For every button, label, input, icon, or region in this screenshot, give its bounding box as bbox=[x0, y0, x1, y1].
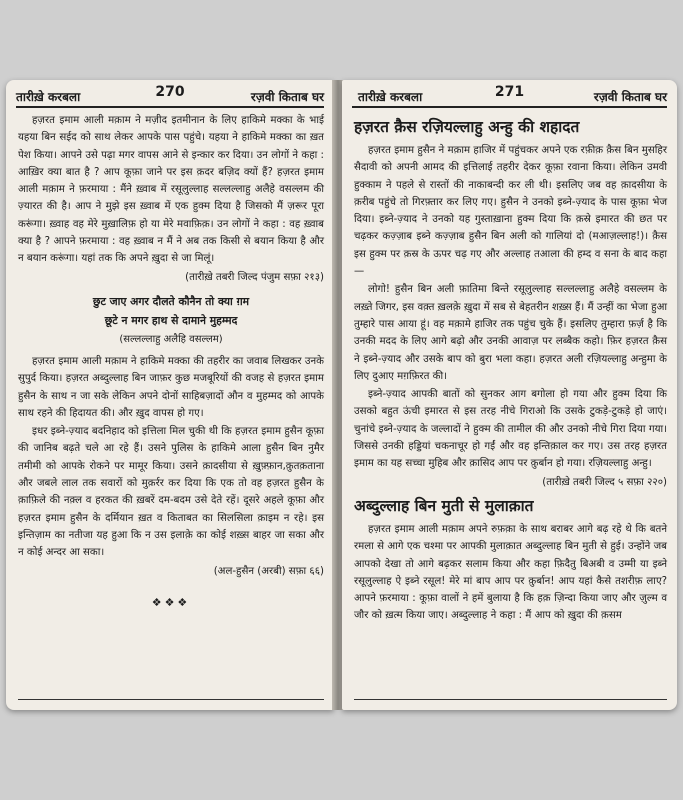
left-page bbox=[6, 80, 334, 710]
book-title: तारीख़े करबला bbox=[16, 90, 81, 104]
paragraph: हज़रत इमाम आली मक़ाम ने हाकिमे मक्का की तहरीर का जवाब लिखकर उनके सुपुर्द किया। हज़रत अब्दुल्लाह बिन जाफ़र कुछ मजबूरियों की वजह से हज़रत इमाम हुसैन के साथ न जा सके लेकिन अपने दोनों साहिबज़ादों औन व मुहम्मद को आपके साथ रहने की हिदायत की। और ख़ुद वापस हो गए। bbox=[18, 355, 324, 419]
page-body bbox=[354, 112, 667, 626]
paragraph: इधर इब्ने-ज़्याद बदनिहाद को इत्तिला मिल चुकी थी कि हज़रत इमाम हुसैन कूफ़ा की जानिब बढ़ते चले आ रहे हैं। उसने पुलिस के हाकिमे आला हुसैन बिन नुमैर तमीमी को आपके रोकने पर मामूर किया। उसने क़ादसीया से ख़ुफ़्फ़ान,क़ुतक़ताना और जबले लाल तक सवारों को मुक़र्रर कर दिया कि एक तो वह हज़रत हुसैन के क़ाफ़िले की नक़्ल व हरकत की ख़बरें दम-बदम उसे देते रहें। दूसरे अहले कूफ़ा और हज़रत इमाम हुसैन के दर्मियान ख़त व किताबत का सिलसिला क़ाइम न रहे। इस इन्तिज़ाम का नतीजा यह हुआ कि न उस इलाक़े का कोई शख़्स बाहर जा सका और न कोई अन्दर आ सका। bbox=[18, 426, 324, 559]
reference: (तारीख़े तबरी जिल्द पंजुम सफ़ा २१३) bbox=[185, 271, 324, 283]
page-header bbox=[16, 84, 324, 108]
right-page bbox=[342, 80, 677, 710]
section-heading: अब्दुल्लाह बिन मुती से मुलाक़ात bbox=[354, 496, 534, 515]
paragraph: इब्ने-ज़्याद आपकी बातों को सुनकर आग बगोला हो गया और हुक्म दिया कि उसको बहुत ऊंची इमारत से इस तरह नीचे गिराओ कि उसके टुकड़े-टुकड़े हो जाएं। चुनांचे इब्ने-ज़्याद के जल्लादों ने हुक्म की तामील की और उनको नीचे गिरा दिया गया। जिससे उनकी हड्डियां चकनाचूर हो गईं और वह इन्तिक़ाल कर गए। उस तरह हज़रत इमाम का यह सच्चा मुहिब और क़ासिद आप पर क़ुर्बान हो गया। रज़ियल्लाहु अन्हु। bbox=[354, 389, 667, 470]
verse-line: छुट जाए अगर दौलते कौनैन तो क्या ग़म bbox=[92, 294, 250, 308]
book-spread bbox=[6, 80, 677, 720]
page-number: 271 bbox=[494, 84, 525, 100]
reference: (तारीख़े तबरी जिल्द ५ सफ़ा २२०) bbox=[542, 476, 667, 488]
paragraph: हज़रत इमाम आली मक़ाम अपने रुफ़क़ा के साथ बराबर आगे बढ़ रहे थे कि बतने रमला से आगे एक चश्मा पर आपकी मुलाक़ात अब्दुल्लाह बिन मुती से हुई। उन्होंने जब आपको देखा तो आगे बढ़कर सलाम किया और कहा फ़िदैतु बिअबी व उम्मी या इब्ने रसूलुल्लाह ऐ इब्ने रसूल! मेरे मां बाप आप पर क़ुर्बान! आप यहां कैसे तशरीफ़ लाए? आपने फ़रमाया : कूफ़ा वालों ने हमें बुलाया है कि हक़ ज़िन्दा किया जाए और ज़ुल्म व जौर को ख़त्म किया जाए। अब्दुल्लाह ने कहा : मैं आप को ख़ुदा की क़सम bbox=[354, 523, 667, 622]
footer-rule bbox=[354, 699, 667, 700]
verse-credit: (सल्लल्लाहु अलैहि वसल्लम) bbox=[119, 333, 223, 345]
page-header bbox=[352, 84, 667, 108]
section-heading: हज़रत क़ैस रज़ियल्लाहु अन्हु की शहादत bbox=[354, 118, 580, 136]
verse-line: छूटे न मगर हाथ से दामाने मुहम्मद bbox=[104, 313, 238, 327]
paragraph: हज़रत इमाम हुसैन ने मक़ाम हाजिर में पहुंचकर अपने एक रफ़ीक़ क़ैस बिन मुसहिर सैदावी को अपनी आमद की इत्तिलाई तहरीर देकर कूफ़ा रवाना किया। लेकिन उमवी हुक्काम ने पहले से रास्तों की नाकाबन्दी कर ली थी। इसलिए जब वह क़ादसीया के क़रीब पहुंचे तो गिरफ़्तार कर लिए गए। हुसैन ने उनको इब्ने-ज़्याद के पास कूफ़ा भेज दिया। इब्ने-ज़्याद ने उनको यह गुस्ताख़ाना हुक्म दिया कि क़स्रे इमारत की छत पर चढ़कर कज़्ज़ाब इब्ने कज़्ज़ाब हुसैन बिन अली को गालियां दो (मआज़ल्लाह!)। क़ैस इस हुक्म पर क़स्र के ऊपर चढ़ गए और अल्लाह तआला की हम्द व सना के बाद कहा— bbox=[354, 145, 667, 278]
reference: (अल-हुसैन (अरबी) सफ़ा ६६) bbox=[213, 565, 324, 577]
paragraph: हज़रत इमाम आली मक़ाम ने मज़ीद इतमीनान के लिए हाकिमे मक्का के भाई यहया बिन सईद को साथ लेकर आपके पास पहुंचे। यहया ने हाकिमे मक्का का ख़त पेश किया। आपने उसे पढ़ा मगर वापस आने से इन्कार कर दिया। उन लोगों ने कहा : आख़िर क्या बात है ? आप कूफ़ा जाने पर इस क़दर बज़िद क्यों हैं? हज़रत इमाम आली मक़ाम ने फ़रमाया : मैंने ख़्वाब में रसूलुल्लाह सल्लल्लाहु अलैहे वसल्लम की ज़्यारत की है। आप ने मुझे इस ख़्वाब में एक हुक्म दिया है जिसको मैं ज़रूर पूरा करूंगा। ख़्वाह वह मेरे मुख़ालिफ़ हो या मेरे मवाफ़िक़। उन लोगों ने कहा : वह ख़्वाब क्या है ? आपने फ़रमाया : वह ख़्वाब न मैं ने अब तक किसी से बयान किया है और न बयान करूंगा। यहां तक कि अपने ख़ुदा से जा मिलूं। bbox=[18, 115, 324, 265]
paragraph: लोगो! हुसैन बिन अली फ़ातिमा बिन्ते रसूलुल्लाह सल्लल्लाहु अलैहे वसल्लम के लख़्ते जिगर, इस वक़्त ख़लक़े ख़ुदा में सब से बेहतरीन शख़्स हैं। मैं उन्हीं का भेजा हुआ तुम्हारे पास आया हूं। वह मक़ामे हाजिर तक पहुंच चुके हैं। इसलिए तुम्हारा फ़र्ज़ है कि उनकी मदद के लिए आगे बढ़ो और उनकी आवाज़ पर लब्बैक कहो। फ़िर हज़रत क़ैस ने इब्ने-ज़्याद और उसके बाप को बुरा भला कहा। हज़रत अली रज़ियल्लाहु अन्हुमा के लिए दुआए मग़फ़िरत की। bbox=[354, 284, 667, 382]
ornament: ❖❖❖ bbox=[151, 595, 191, 609]
publisher-name: रज़वी किताब घर bbox=[593, 90, 667, 104]
page-number: 270 bbox=[155, 84, 185, 100]
footer-rule bbox=[18, 699, 324, 700]
verse bbox=[18, 292, 324, 349]
book-title: तारीख़े करबला bbox=[358, 90, 423, 104]
publisher-name: रज़वी किताब घर bbox=[250, 90, 324, 104]
page-body bbox=[18, 112, 324, 611]
